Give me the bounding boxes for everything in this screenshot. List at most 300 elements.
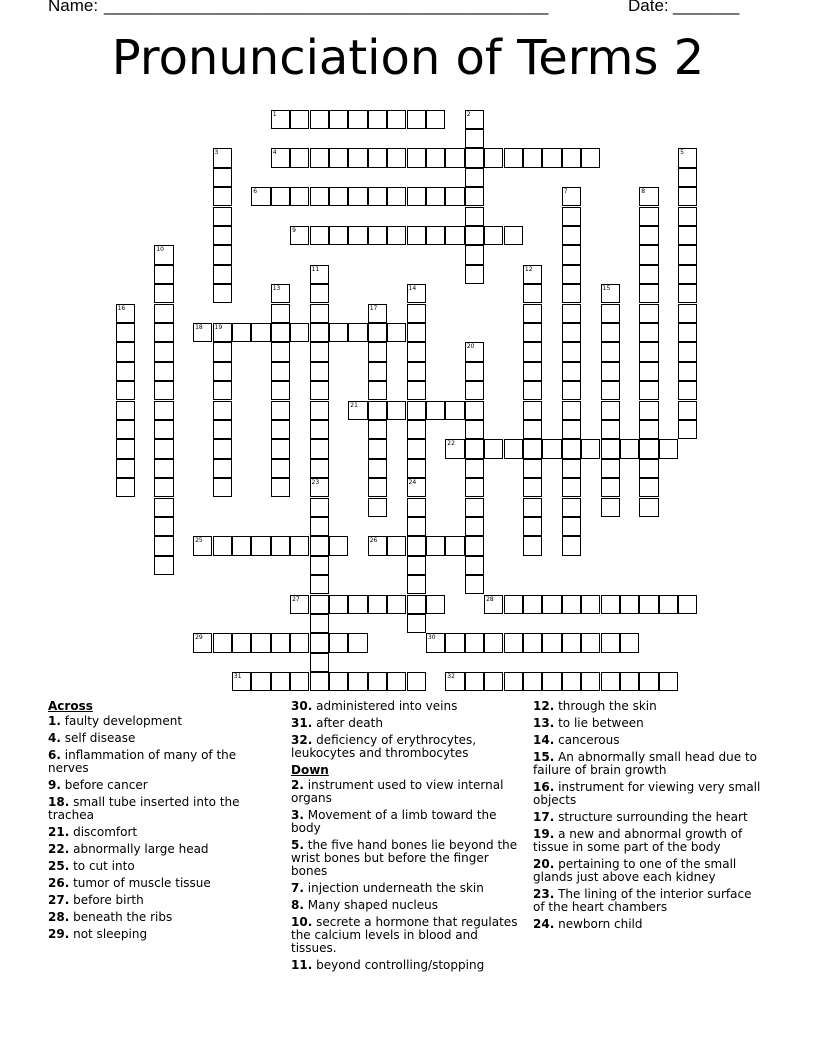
grid-cell[interactable]	[426, 226, 445, 245]
grid-cell[interactable]	[639, 265, 658, 284]
grid-cell[interactable]	[581, 148, 600, 167]
grid-cell[interactable]	[659, 595, 678, 614]
grid-cell[interactable]	[213, 284, 232, 303]
grid-cell[interactable]	[639, 226, 658, 245]
grid-cell[interactable]	[504, 226, 523, 245]
grid-cell[interactable]	[678, 381, 697, 400]
grid-cell[interactable]	[387, 110, 406, 129]
grid-cell[interactable]	[116, 381, 135, 400]
grid-cell[interactable]	[678, 265, 697, 284]
grid-cell[interactable]	[154, 439, 173, 458]
grid-cell[interactable]	[426, 187, 445, 206]
grid-cell[interactable]	[426, 595, 445, 614]
grid-cell[interactable]	[290, 672, 309, 691]
grid-cell[interactable]	[290, 110, 309, 129]
grid-cell[interactable]	[329, 672, 348, 691]
grid-cell[interactable]	[310, 187, 329, 206]
grid-cell[interactable]	[601, 439, 620, 458]
grid-cell[interactable]	[310, 595, 329, 614]
grid-cell[interactable]	[290, 148, 309, 167]
grid-cell[interactable]	[562, 595, 581, 614]
grid-cell[interactable]	[407, 342, 426, 361]
grid-cell[interactable]	[601, 420, 620, 439]
grid-cell[interactable]	[562, 148, 581, 167]
grid-cell[interactable]	[562, 672, 581, 691]
grid-cell[interactable]	[310, 633, 329, 652]
grid-cell[interactable]	[116, 459, 135, 478]
grid-cell[interactable]	[271, 420, 290, 439]
grid-cell[interactable]	[310, 284, 329, 303]
grid-cell[interactable]	[310, 362, 329, 381]
grid-cell[interactable]	[116, 401, 135, 420]
grid-cell[interactable]	[271, 362, 290, 381]
grid-cell[interactable]	[213, 226, 232, 245]
grid-cell[interactable]	[310, 304, 329, 323]
grid-cell[interactable]	[465, 207, 484, 226]
grid-cell[interactable]	[601, 633, 620, 652]
grid-cell[interactable]	[251, 323, 270, 342]
grid-cell[interactable]	[407, 401, 426, 420]
grid-cell[interactable]	[504, 595, 523, 614]
grid-cell[interactable]	[465, 362, 484, 381]
grid-cell[interactable]	[329, 187, 348, 206]
grid-cell[interactable]	[426, 401, 445, 420]
grid-cell[interactable]	[639, 439, 658, 458]
grid-cell[interactable]	[154, 498, 173, 517]
grid-cell[interactable]	[368, 323, 387, 342]
grid-cell[interactable]	[678, 187, 697, 206]
grid-cell[interactable]	[329, 110, 348, 129]
grid-cell[interactable]	[639, 304, 658, 323]
grid-cell[interactable]	[445, 187, 464, 206]
grid-cell[interactable]	[659, 672, 678, 691]
grid-cell[interactable]	[407, 304, 426, 323]
grid-cell[interactable]	[678, 207, 697, 226]
grid-cell[interactable]	[368, 478, 387, 497]
grid-cell[interactable]	[154, 536, 173, 555]
grid-cell[interactable]	[678, 323, 697, 342]
grid-cell[interactable]	[310, 439, 329, 458]
grid-cell[interactable]	[407, 362, 426, 381]
grid-cell[interactable]	[562, 342, 581, 361]
grid-cell[interactable]	[154, 323, 173, 342]
grid-cell[interactable]	[562, 323, 581, 342]
grid-cell[interactable]	[387, 672, 406, 691]
grid-cell[interactable]	[154, 342, 173, 361]
grid-cell[interactable]	[484, 672, 503, 691]
grid-cell[interactable]	[310, 536, 329, 555]
grid-cell[interactable]	[465, 575, 484, 594]
grid-cell[interactable]	[562, 265, 581, 284]
grid-cell[interactable]	[310, 381, 329, 400]
grid-cell[interactable]	[310, 342, 329, 361]
grid-cell[interactable]	[620, 633, 639, 652]
grid-cell[interactable]	[562, 245, 581, 264]
grid-cell[interactable]	[251, 633, 270, 652]
grid-cell[interactable]	[601, 362, 620, 381]
grid-cell[interactable]	[639, 672, 658, 691]
grid-cell[interactable]	[213, 478, 232, 497]
grid-cell[interactable]	[678, 362, 697, 381]
grid-cell[interactable]	[562, 226, 581, 245]
grid-cell[interactable]	[523, 342, 542, 361]
grid-cell[interactable]	[445, 633, 464, 652]
grid-cell[interactable]	[348, 110, 367, 129]
grid-cell[interactable]	[348, 595, 367, 614]
grid-cell[interactable]	[678, 401, 697, 420]
grid-cell[interactable]	[639, 498, 658, 517]
grid-cell[interactable]	[232, 323, 251, 342]
grid-cell[interactable]	[154, 420, 173, 439]
grid-cell[interactable]	[310, 614, 329, 633]
grid-cell[interactable]	[213, 187, 232, 206]
date-field[interactable]: _______	[673, 0, 740, 15]
grid-cell[interactable]	[465, 265, 484, 284]
grid-cell[interactable]	[329, 536, 348, 555]
grid-cell[interactable]	[639, 284, 658, 303]
grid-cell[interactable]	[620, 672, 639, 691]
grid-cell[interactable]	[154, 381, 173, 400]
grid-cell[interactable]	[678, 168, 697, 187]
grid-cell[interactable]	[562, 284, 581, 303]
grid-cell[interactable]	[387, 536, 406, 555]
grid-cell[interactable]	[116, 439, 135, 458]
grid-cell[interactable]	[581, 595, 600, 614]
grid-cell[interactable]	[387, 323, 406, 342]
grid-cell[interactable]	[504, 439, 523, 458]
grid-cell[interactable]	[310, 556, 329, 575]
grid-cell[interactable]	[368, 420, 387, 439]
grid-cell[interactable]	[523, 304, 542, 323]
grid-cell[interactable]	[562, 401, 581, 420]
grid-cell[interactable]	[445, 148, 464, 167]
grid-cell[interactable]	[678, 226, 697, 245]
grid-cell[interactable]	[639, 401, 658, 420]
grid-cell[interactable]	[639, 245, 658, 264]
grid-cell[interactable]	[213, 536, 232, 555]
grid-cell[interactable]	[639, 420, 658, 439]
grid-cell[interactable]	[465, 148, 484, 167]
grid-cell[interactable]	[465, 633, 484, 652]
grid-cell[interactable]	[465, 672, 484, 691]
grid-cell[interactable]	[601, 401, 620, 420]
grid-cell[interactable]	[213, 439, 232, 458]
grid-cell[interactable]	[271, 633, 290, 652]
grid-cell[interactable]	[348, 226, 367, 245]
grid-cell[interactable]	[154, 478, 173, 497]
grid-cell[interactable]	[290, 633, 309, 652]
grid-cell[interactable]	[271, 304, 290, 323]
grid-cell[interactable]	[154, 517, 173, 536]
grid-cell[interactable]	[484, 439, 503, 458]
grid-cell[interactable]	[368, 595, 387, 614]
grid-cell[interactable]	[368, 401, 387, 420]
grid-cell[interactable]	[407, 614, 426, 633]
grid-cell[interactable]	[542, 148, 561, 167]
grid-cell[interactable]	[601, 381, 620, 400]
grid-cell[interactable]	[639, 323, 658, 342]
grid-cell[interactable]	[407, 226, 426, 245]
grid-cell[interactable]	[581, 439, 600, 458]
grid-cell[interactable]	[523, 633, 542, 652]
grid-cell[interactable]	[387, 148, 406, 167]
grid-cell[interactable]	[407, 575, 426, 594]
grid-cell[interactable]	[465, 536, 484, 555]
grid-cell[interactable]	[290, 536, 309, 555]
grid-cell[interactable]	[542, 633, 561, 652]
grid-cell[interactable]	[407, 556, 426, 575]
grid-cell[interactable]	[407, 439, 426, 458]
grid-cell[interactable]	[678, 284, 697, 303]
grid-cell[interactable]	[348, 672, 367, 691]
grid-cell[interactable]	[523, 672, 542, 691]
grid-cell[interactable]	[368, 110, 387, 129]
grid-cell[interactable]	[290, 323, 309, 342]
grid-cell[interactable]	[310, 401, 329, 420]
grid-cell[interactable]	[407, 187, 426, 206]
grid-cell[interactable]	[368, 148, 387, 167]
grid-cell[interactable]	[523, 478, 542, 497]
grid-cell[interactable]	[581, 633, 600, 652]
grid-cell[interactable]	[523, 401, 542, 420]
grid-cell[interactable]	[116, 420, 135, 439]
grid-cell[interactable]	[504, 148, 523, 167]
grid-cell[interactable]	[639, 478, 658, 497]
grid-cell[interactable]	[251, 536, 270, 555]
grid-cell[interactable]	[310, 110, 329, 129]
grid-cell[interactable]	[310, 653, 329, 672]
grid-cell[interactable]	[523, 595, 542, 614]
grid-cell[interactable]	[465, 420, 484, 439]
grid-cell[interactable]	[407, 110, 426, 129]
grid-cell[interactable]	[213, 342, 232, 361]
grid-cell[interactable]	[562, 633, 581, 652]
grid-cell[interactable]	[116, 342, 135, 361]
grid-cell[interactable]	[310, 420, 329, 439]
grid-cell[interactable]	[154, 284, 173, 303]
grid-cell[interactable]	[465, 381, 484, 400]
grid-cell[interactable]	[678, 420, 697, 439]
grid-cell[interactable]	[232, 536, 251, 555]
grid-cell[interactable]	[271, 536, 290, 555]
grid-cell[interactable]	[407, 459, 426, 478]
grid-cell[interactable]	[271, 459, 290, 478]
grid-cell[interactable]	[310, 672, 329, 691]
grid-cell[interactable]	[213, 265, 232, 284]
grid-cell[interactable]	[562, 517, 581, 536]
grid-cell[interactable]	[465, 401, 484, 420]
grid-cell[interactable]	[310, 459, 329, 478]
grid-cell[interactable]	[213, 362, 232, 381]
grid-cell[interactable]	[601, 498, 620, 517]
grid-cell[interactable]	[271, 439, 290, 458]
grid-cell[interactable]	[407, 672, 426, 691]
grid-cell[interactable]	[562, 536, 581, 555]
grid-cell[interactable]	[562, 459, 581, 478]
grid-cell[interactable]	[465, 187, 484, 206]
grid-cell[interactable]	[639, 207, 658, 226]
grid-cell[interactable]	[562, 304, 581, 323]
grid-cell[interactable]	[523, 148, 542, 167]
grid-cell[interactable]	[601, 478, 620, 497]
grid-cell[interactable]	[271, 401, 290, 420]
grid-cell[interactable]	[368, 226, 387, 245]
grid-cell[interactable]	[601, 459, 620, 478]
grid-cell[interactable]	[465, 459, 484, 478]
grid-cell[interactable]	[504, 633, 523, 652]
grid-cell[interactable]	[387, 226, 406, 245]
grid-cell[interactable]	[154, 265, 173, 284]
grid-cell[interactable]	[601, 342, 620, 361]
grid-cell[interactable]	[407, 420, 426, 439]
grid-cell[interactable]	[562, 498, 581, 517]
grid-cell[interactable]	[271, 323, 290, 342]
grid-cell[interactable]	[465, 498, 484, 517]
grid-cell[interactable]	[523, 323, 542, 342]
grid-cell[interactable]	[387, 401, 406, 420]
grid-cell[interactable]	[213, 420, 232, 439]
grid-cell[interactable]	[387, 187, 406, 206]
grid-cell[interactable]	[601, 304, 620, 323]
grid-cell[interactable]	[465, 168, 484, 187]
grid-cell[interactable]	[562, 207, 581, 226]
grid-cell[interactable]	[116, 323, 135, 342]
grid-cell[interactable]	[407, 517, 426, 536]
grid-cell[interactable]	[368, 459, 387, 478]
grid-cell[interactable]	[213, 207, 232, 226]
grid-cell[interactable]	[310, 226, 329, 245]
grid-cell[interactable]	[407, 323, 426, 342]
grid-cell[interactable]	[368, 187, 387, 206]
grid-cell[interactable]	[116, 478, 135, 497]
grid-cell[interactable]	[232, 633, 251, 652]
grid-cell[interactable]	[639, 595, 658, 614]
grid-cell[interactable]	[523, 439, 542, 458]
grid-cell[interactable]	[310, 323, 329, 342]
grid-cell[interactable]	[426, 148, 445, 167]
grid-cell[interactable]	[407, 595, 426, 614]
grid-cell[interactable]	[368, 381, 387, 400]
grid-cell[interactable]	[639, 381, 658, 400]
grid-cell[interactable]	[581, 672, 600, 691]
grid-cell[interactable]	[678, 304, 697, 323]
grid-cell[interactable]	[542, 672, 561, 691]
grid-cell[interactable]	[445, 401, 464, 420]
grid-cell[interactable]	[251, 672, 270, 691]
grid-cell[interactable]	[523, 420, 542, 439]
grid-cell[interactable]	[213, 381, 232, 400]
grid-cell[interactable]	[348, 323, 367, 342]
grid-cell[interactable]	[116, 362, 135, 381]
grid-cell[interactable]	[154, 459, 173, 478]
grid-cell[interactable]	[465, 517, 484, 536]
grid-cell[interactable]	[310, 575, 329, 594]
grid-cell[interactable]	[484, 148, 503, 167]
grid-cell[interactable]	[523, 536, 542, 555]
grid-cell[interactable]	[329, 595, 348, 614]
grid-cell[interactable]	[639, 342, 658, 361]
grid-cell[interactable]	[329, 226, 348, 245]
grid-cell[interactable]	[659, 439, 678, 458]
grid-cell[interactable]	[387, 595, 406, 614]
grid-cell[interactable]	[271, 342, 290, 361]
grid-cell[interactable]	[639, 459, 658, 478]
grid-cell[interactable]	[329, 323, 348, 342]
grid-cell[interactable]	[562, 362, 581, 381]
grid-cell[interactable]	[523, 459, 542, 478]
grid-cell[interactable]	[465, 478, 484, 497]
grid-cell[interactable]	[542, 439, 561, 458]
grid-cell[interactable]	[310, 517, 329, 536]
grid-cell[interactable]	[213, 633, 232, 652]
grid-cell[interactable]	[678, 245, 697, 264]
name-field[interactable]: _______________________________________________	[104, 0, 549, 15]
grid-cell[interactable]	[639, 362, 658, 381]
grid-cell[interactable]	[213, 401, 232, 420]
grid-cell[interactable]	[310, 148, 329, 167]
grid-cell[interactable]	[329, 633, 348, 652]
grid-cell[interactable]	[465, 556, 484, 575]
grid-cell[interactable]	[154, 304, 173, 323]
grid-cell[interactable]	[523, 517, 542, 536]
grid-cell[interactable]	[678, 342, 697, 361]
grid-cell[interactable]	[523, 498, 542, 517]
grid-cell[interactable]	[465, 129, 484, 148]
grid-cell[interactable]	[523, 362, 542, 381]
grid-cell[interactable]	[484, 633, 503, 652]
grid-cell[interactable]	[620, 439, 639, 458]
grid-cell[interactable]	[542, 595, 561, 614]
grid-cell[interactable]	[329, 148, 348, 167]
grid-cell[interactable]	[154, 362, 173, 381]
grid-cell[interactable]	[368, 439, 387, 458]
grid-cell[interactable]	[271, 187, 290, 206]
grid-cell[interactable]	[407, 381, 426, 400]
grid-cell[interactable]	[154, 556, 173, 575]
grid-cell[interactable]	[348, 148, 367, 167]
grid-cell[interactable]	[445, 536, 464, 555]
grid-cell[interactable]	[562, 439, 581, 458]
grid-cell[interactable]	[620, 595, 639, 614]
grid-cell[interactable]	[465, 439, 484, 458]
grid-cell[interactable]	[465, 245, 484, 264]
grid-cell[interactable]	[290, 187, 309, 206]
grid-cell[interactable]	[426, 536, 445, 555]
grid-cell[interactable]	[271, 672, 290, 691]
grid-cell[interactable]	[504, 672, 523, 691]
grid-cell[interactable]	[601, 672, 620, 691]
grid-cell[interactable]	[484, 226, 503, 245]
grid-cell[interactable]	[154, 401, 173, 420]
grid-cell[interactable]	[562, 420, 581, 439]
grid-cell[interactable]	[601, 323, 620, 342]
grid-cell[interactable]	[368, 498, 387, 517]
grid-cell[interactable]	[562, 478, 581, 497]
grid-cell[interactable]	[407, 148, 426, 167]
grid-cell[interactable]	[601, 595, 620, 614]
grid-cell[interactable]	[310, 498, 329, 517]
grid-cell[interactable]	[523, 381, 542, 400]
grid-cell[interactable]	[562, 381, 581, 400]
grid-cell[interactable]	[213, 245, 232, 264]
grid-cell[interactable]	[368, 672, 387, 691]
grid-cell[interactable]	[445, 226, 464, 245]
grid-cell[interactable]	[426, 110, 445, 129]
grid-cell[interactable]	[213, 459, 232, 478]
grid-cell[interactable]	[271, 381, 290, 400]
grid-cell[interactable]	[213, 168, 232, 187]
grid-cell[interactable]	[368, 362, 387, 381]
